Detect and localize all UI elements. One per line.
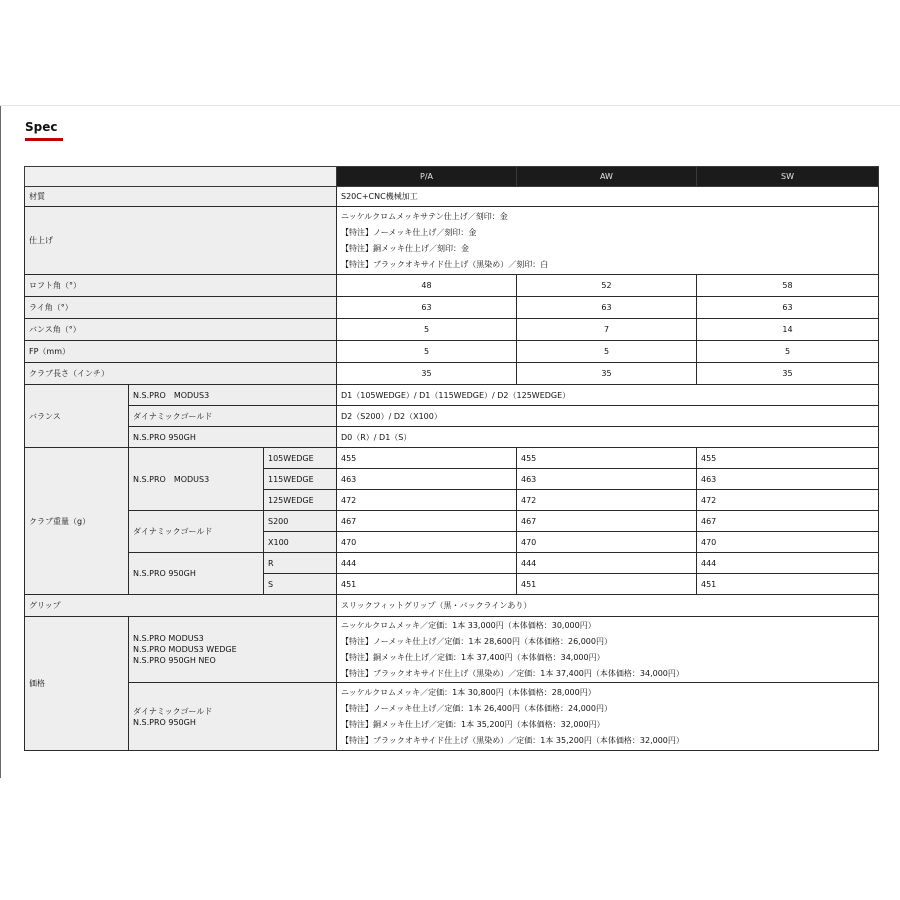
weight-shaft: ダイナミックゴールド	[129, 511, 264, 553]
length-pa: 35	[337, 363, 517, 385]
weight-aw: 463	[517, 469, 697, 490]
weight-flex: 115WEDGE	[264, 469, 337, 490]
finish-line: 【特注】銅メッキ仕上げ／刻印：金	[341, 243, 469, 253]
weight-pa: 472	[337, 490, 517, 511]
balance-value: D0（R）/ D1（S）	[337, 427, 879, 448]
spec-table	[24, 166, 879, 751]
weight-row	[25, 448, 879, 469]
fp-row	[25, 341, 879, 363]
bounce-row	[25, 319, 879, 341]
finish-line: 【特注】ノーメッキ仕上げ／刻印：金	[341, 227, 477, 237]
balance-row	[25, 427, 879, 448]
price-line: 【特注】ブラックオキサイド仕上げ（黒染め）／定価：1本 35,200円（本体価格：32,000円）	[341, 735, 684, 745]
header-aw: AW	[517, 167, 697, 187]
weight-pa: 451	[337, 574, 517, 595]
price-shafts	[129, 683, 337, 751]
bounce-label: バンス角（°）	[25, 319, 337, 341]
fp-label: FP（mm）	[25, 341, 337, 363]
price-line: 【特注】ノーメッキ仕上げ／定価：1本 28,600円（本体価格：26,000円）	[341, 636, 612, 646]
lie-sw: 63	[697, 297, 879, 319]
material-row	[25, 187, 879, 207]
section-title: Spec	[25, 120, 58, 134]
price-line: ニッケルクロムメッキ／定価：1本 33,000円（本体価格：30,000円）	[341, 620, 596, 630]
balance-label: バランス	[25, 385, 129, 448]
price-values	[337, 617, 879, 683]
fp-sw: 5	[697, 341, 879, 363]
price-shaft: N.S.PRO 950GH NEO	[133, 656, 216, 666]
length-aw: 35	[517, 363, 697, 385]
weight-flex: S200	[264, 511, 337, 532]
weight-sw: 472	[697, 490, 879, 511]
weight-shaft: N.S.PRO MODUS3	[129, 448, 264, 511]
weight-flex: 125WEDGE	[264, 490, 337, 511]
price-line: 【特注】銅メッキ仕上げ／定価：1本 35,200円（本体価格：32,000円）	[341, 719, 605, 729]
finish-label: 仕上げ	[25, 207, 337, 275]
top-blank-area	[0, 0, 900, 106]
finish-values	[337, 207, 879, 275]
weight-flex: S	[264, 574, 337, 595]
weight-row	[25, 511, 879, 532]
material-value: S20C+CNC機械加工	[337, 187, 879, 207]
price-shaft: N.S.PRO MODUS3	[133, 634, 204, 644]
weight-label: クラブ重量（g）	[25, 448, 129, 595]
price-shaft: N.S.PRO MODUS3 WEDGE	[133, 645, 237, 655]
length-label: クラブ長さ（インチ）	[25, 363, 337, 385]
balance-value: D1（105WEDGE）/ D1（115WEDGE）/ D2（125WEDGE）	[337, 385, 879, 406]
price-values	[337, 683, 879, 751]
weight-pa: 444	[337, 553, 517, 574]
grip-row	[25, 595, 879, 617]
header-row	[25, 167, 879, 187]
balance-shaft: ダイナミックゴールド	[129, 406, 337, 427]
length-row	[25, 363, 879, 385]
finish-line: ニッケルクロムメッキサテン仕上げ／刻印：金	[341, 211, 508, 221]
price-shafts	[129, 617, 337, 683]
header-sw: SW	[697, 167, 879, 187]
weight-sw: 444	[697, 553, 879, 574]
weight-aw: 467	[517, 511, 697, 532]
header-pa: P/A	[337, 167, 517, 187]
balance-shaft: N.S.PRO 950GH	[129, 427, 337, 448]
bounce-pa: 5	[337, 319, 517, 341]
length-sw: 35	[697, 363, 879, 385]
weight-aw: 470	[517, 532, 697, 553]
weight-sw: 451	[697, 574, 879, 595]
lie-row	[25, 297, 879, 319]
price-row	[25, 683, 879, 751]
weight-sw: 470	[697, 532, 879, 553]
weight-flex: R	[264, 553, 337, 574]
price-row	[25, 617, 879, 683]
price-line: 【特注】銅メッキ仕上げ／定価：1本 37,400円（本体価格：34,000円）	[341, 652, 605, 662]
loft-row	[25, 275, 879, 297]
material-label: 材質	[25, 187, 337, 207]
section-title-underline	[25, 138, 63, 141]
balance-shaft: N.S.PRO MODUS3	[129, 385, 337, 406]
weight-row	[25, 553, 879, 574]
weight-shaft: N.S.PRO 950GH	[129, 553, 264, 595]
balance-row	[25, 406, 879, 427]
finish-row	[25, 207, 879, 275]
weight-pa: 467	[337, 511, 517, 532]
price-shaft: N.S.PRO 950GH	[133, 717, 196, 727]
fp-pa: 5	[337, 341, 517, 363]
weight-sw: 467	[697, 511, 879, 532]
weight-aw: 455	[517, 448, 697, 469]
weight-pa: 463	[337, 469, 517, 490]
bounce-sw: 14	[697, 319, 879, 341]
price-line: 【特注】ブラックオキサイド仕上げ（黒染め）／定価：1本 37,400円（本体価格：34,000円）	[341, 668, 684, 678]
weight-aw: 451	[517, 574, 697, 595]
balance-row	[25, 385, 879, 406]
weight-sw: 455	[697, 448, 879, 469]
lie-pa: 63	[337, 297, 517, 319]
grip-label: グリップ	[25, 595, 337, 617]
weight-sw: 463	[697, 469, 879, 490]
fp-aw: 5	[517, 341, 697, 363]
finish-line: 【特注】ブラックオキサイド仕上げ（黒染め）／刻印：白	[341, 259, 549, 269]
price-line: 【特注】ノーメッキ仕上げ／定価：1本 26,400円（本体価格：24,000円）	[341, 703, 612, 713]
loft-pa: 48	[337, 275, 517, 297]
grip-value: スリックフィットグリップ（黒・バックラインあり）	[337, 595, 879, 617]
weight-pa: 470	[337, 532, 517, 553]
balance-value: D2（S200）/ D2（X100）	[337, 406, 879, 427]
weight-flex: 105WEDGE	[264, 448, 337, 469]
weight-flex: X100	[264, 532, 337, 553]
weight-pa: 455	[337, 448, 517, 469]
price-label: 価格	[25, 617, 129, 751]
price-shaft: ダイナミックゴールド	[133, 706, 213, 716]
weight-aw: 444	[517, 553, 697, 574]
lie-label: ライ角（°）	[25, 297, 337, 319]
loft-sw: 58	[697, 275, 879, 297]
lie-aw: 63	[517, 297, 697, 319]
weight-aw: 472	[517, 490, 697, 511]
loft-label: ロフト角（°）	[25, 275, 337, 297]
loft-aw: 52	[517, 275, 697, 297]
header-corner	[25, 167, 337, 187]
price-line: ニッケルクロムメッキ／定価：1本 30,800円（本体価格：28,000円）	[341, 687, 596, 697]
bounce-aw: 7	[517, 319, 697, 341]
